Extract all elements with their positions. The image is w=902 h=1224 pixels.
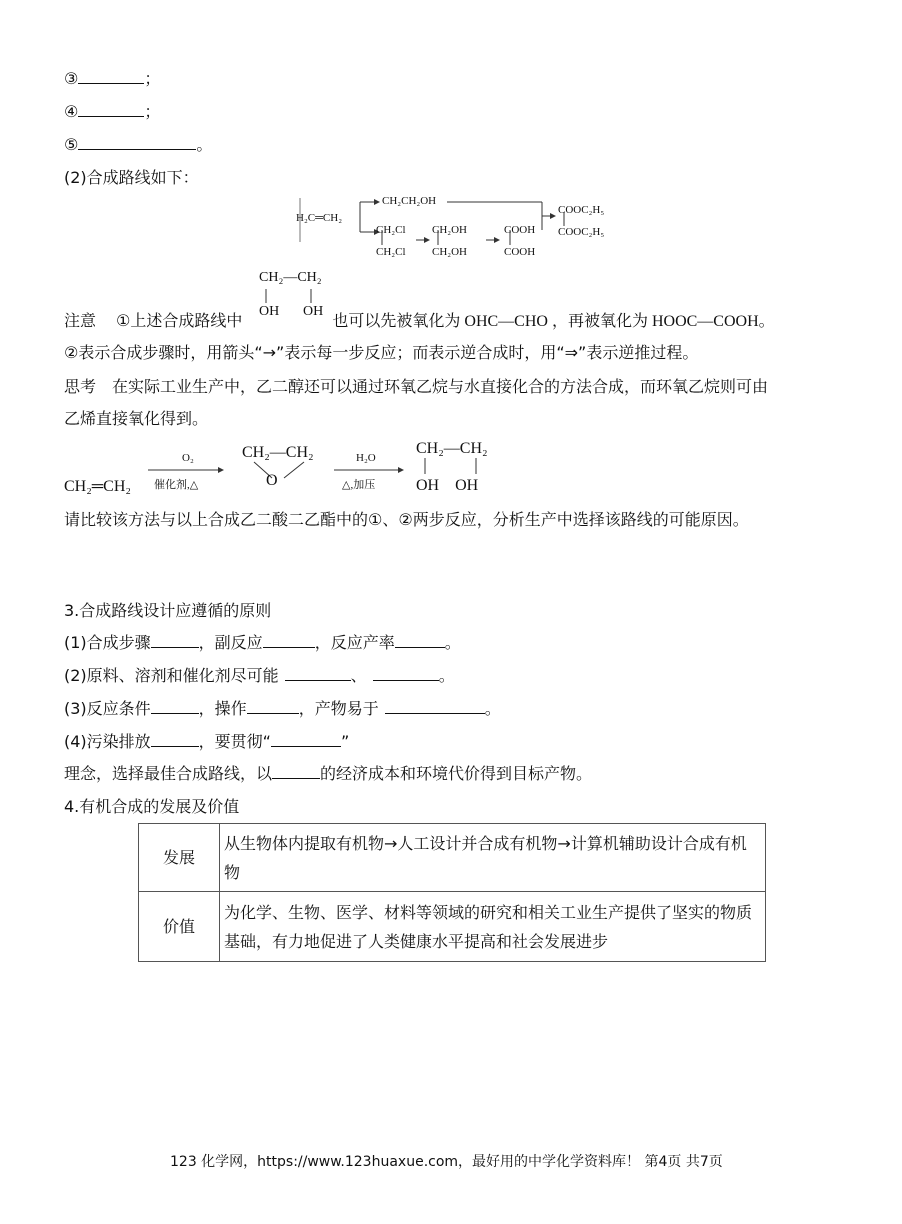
reagent-h2o: H₂O <box>356 452 376 464</box>
think-line-1: 思考 在实际工业生产中，乙二醇还可以通过环氧乙烷与水直接化合的方法合成，而环氧乙烷则可由 <box>64 377 769 396</box>
dichloro-bottom: CH₂Cl <box>376 246 406 258</box>
arrow-2 <box>334 466 404 474</box>
blank-item-3 <box>64 66 160 89</box>
text: (2)原料、溶剂和催化剂尽可能 <box>64 666 279 685</box>
glycol-oh: OH OH <box>416 477 479 494</box>
answer-blank <box>78 135 196 150</box>
answer-blank <box>285 666 351 681</box>
ester-bottom: COOC₂H₅ <box>558 226 605 238</box>
table-row <box>139 892 766 962</box>
ethylene: CH₂═CH₂ <box>64 478 131 495</box>
text: 。 <box>438 666 455 685</box>
note-text-after-a: 也可以先被氧化为 <box>332 311 461 330</box>
glycol-bottom: CH₂OH <box>432 246 468 258</box>
route-top-product: CH₂CH₂OH <box>382 195 437 207</box>
note-lead: 注意 <box>64 311 97 330</box>
table-key: 发展 <box>139 824 220 892</box>
principle-1 <box>64 630 461 653</box>
principle-2 <box>64 663 455 686</box>
note-text-after-b: ，再被氧化为 <box>551 311 648 330</box>
epoxide-ring <box>250 460 310 482</box>
acid-top: COOH <box>504 224 536 236</box>
ethylene-start: H₂C═CH₂ <box>296 212 343 224</box>
note-text-before: ①上述合成路线中 <box>116 311 243 330</box>
text: (1)合成步骤 <box>64 633 151 652</box>
formula-hooc: HOOC—COOH <box>651 313 759 330</box>
principle-3 <box>64 696 501 719</box>
acid-bottom: COOH <box>504 246 536 258</box>
item-number: ③ <box>64 69 79 88</box>
answer-blank <box>263 633 315 648</box>
industrial-reaction <box>64 438 524 498</box>
condition-heat-pressure: △,加压 <box>342 479 376 491</box>
text: (4)污染排放 <box>64 732 151 751</box>
glycol-inline-oh-2: OH <box>303 304 324 319</box>
answer-blank <box>78 102 144 117</box>
text: 的经济成本和环境代价得到目标产物。 <box>320 764 593 783</box>
text: 。 <box>444 633 461 652</box>
answer-blank <box>373 666 439 681</box>
text: ，产物易于 <box>298 699 379 718</box>
formula-ohc: OHC—CHO <box>464 313 548 330</box>
text: 、 <box>350 666 367 685</box>
table-value: 从生物体内提取有机物→人工设计并合成有机物→计算机辅助设计合成有机物 <box>220 824 766 892</box>
arrow-1 <box>148 466 224 474</box>
text: ，操作 <box>198 699 247 718</box>
answer-blank <box>247 699 299 714</box>
condition-catalyst: 催化剂,△ <box>154 479 199 491</box>
item-number: ⑤ <box>64 135 79 154</box>
text: ” <box>340 732 350 751</box>
table-key: 价值 <box>139 892 220 962</box>
table-row <box>139 824 766 892</box>
answer-blank <box>151 633 199 648</box>
item-number: ④ <box>64 102 79 121</box>
principles-title: 3.合成路线设计应遵循的原则 <box>64 601 272 620</box>
reagent-o2: O₂ <box>182 452 194 464</box>
answer-blank <box>151 732 199 747</box>
answer-blank <box>385 699 485 714</box>
ester-top: COOC₂H₅ <box>558 204 605 216</box>
answer-blank <box>78 69 144 84</box>
text: (3)反应条件 <box>64 699 151 718</box>
glycol-inline-oh-1: OH <box>259 304 280 319</box>
glycol-inline-top: CH₂—CH₂ <box>259 270 322 285</box>
answer-blank <box>271 732 341 747</box>
answer-blank <box>395 633 445 648</box>
development-title: 4.有机合成的发展及价值 <box>64 797 240 816</box>
text: 。 <box>484 699 501 718</box>
table-value: 为化学、生物、医学、材料等领域的研究和相关工业生产提供了坚实的物质基础，有力地促进了人类健康水平提高和社会发展进步 <box>220 892 766 962</box>
answer-blank <box>151 699 199 714</box>
epoxide-top: CH₂—CH₂ <box>242 444 314 461</box>
text: 理念，选择最佳合成路线，以 <box>64 764 273 783</box>
epoxide-oxygen: O <box>266 472 278 489</box>
route-title: (2)合成路线如下： <box>64 168 199 187</box>
note-line-2: ②表示合成步骤时，用箭头“→”表示每一步反应；而表示逆合成时，用“⇒”表示逆推过程。 <box>64 343 699 362</box>
page-footer: 123 化学网，https://www.123huaxue.com，最好用的中学化学资料库！ 第4页 共7页 <box>170 1154 723 1170</box>
compare-question: 请比较该方法与以上合成乙二酸二乙酯中的①、②两步反应，分析生产中选择该路线的可能原因。 <box>64 510 749 529</box>
blank-item-5 <box>64 132 212 155</box>
punct: ； <box>144 102 161 121</box>
glycol-top: CH₂—CH₂ <box>416 440 488 457</box>
punct: 。 <box>758 311 775 330</box>
punct: 。 <box>196 135 213 154</box>
text: ，副反应 <box>198 633 263 652</box>
blank-item-4 <box>64 99 160 122</box>
synthesis-route-diagram <box>292 192 622 264</box>
text: ，反应产率 <box>314 633 395 652</box>
dichloro-top: CH₂Cl <box>376 224 406 236</box>
glycol-top: CH₂OH <box>432 224 468 236</box>
principle-5 <box>64 761 592 784</box>
text: ，要贯彻“ <box>198 732 271 751</box>
principle-4 <box>64 729 349 752</box>
note-line-1 <box>64 308 775 331</box>
development-table <box>138 823 766 962</box>
punct: ； <box>144 69 161 88</box>
think-line-2: 乙烯直接氧化得到。 <box>64 409 209 428</box>
answer-blank <box>272 764 320 779</box>
